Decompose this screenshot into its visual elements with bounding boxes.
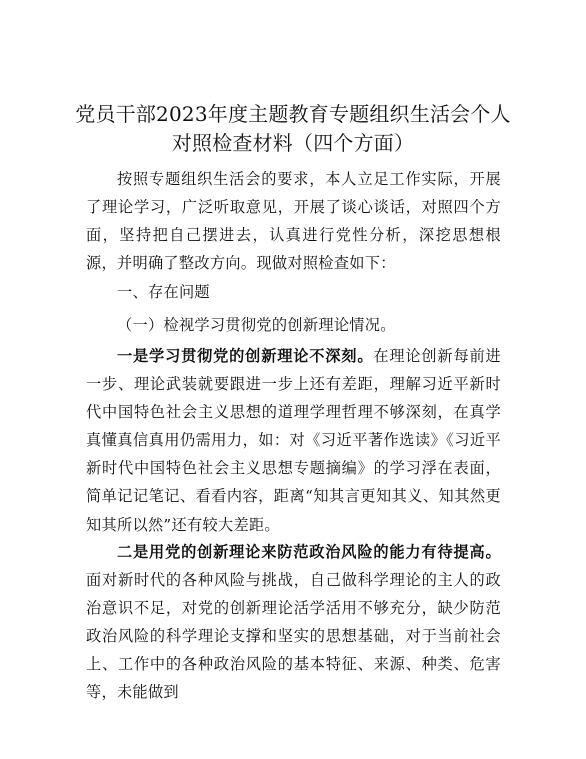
point-one-body: 在理论创新每前进一步、理论武装就要跟进一步上还有差距，理解习近平新时代中国特色社会主义思想的道理学理哲理不够深刻，在真学真懂真信真用仍需用力，如：对《习近平著作选读》《习近平新时代中国特色社会主义思想专题摘编》的学习浮在表面，简单记记笔记、看看内容，距离“知其言更知其义、知其然更知其所以然”还有较大差距。 xyxy=(86,347,501,534)
intro-paragraph: 按照专题组织生活会的要求，本人立足工作实际，开展了理论学习，广泛听取意见，开展了谈心谈话，对照四个方面，坚持把自己摆进去，认真进行党性分析，深挖思想根源，并明确了整改方向。现做对照检查如下： xyxy=(86,170,501,273)
document-title: 党员干部2023年度主题教育专题组织生活会个人对照检查材料（四个方面） xyxy=(75,102,511,155)
point-two-lead: 二是用党的创新理论来防范政治风险的能力有待提高。 xyxy=(117,543,501,561)
point-one-lead: 一是学习贯彻党的创新理论不深刻。 xyxy=(117,347,374,365)
point-one-paragraph xyxy=(86,342,501,539)
subsection-heading: （一）检视学习贯彻党的创新理论情况。 xyxy=(117,316,396,334)
point-two-paragraph xyxy=(86,538,501,707)
section-heading: 一、存在问题 xyxy=(117,283,210,301)
point-two-body: 面对新时代的各种风险与挑战，自己做科学理论的主人的政治意识不足，对党的创新理论活学活用不够充分，缺少防范政治风险的科学理论支撑和坚实的思想基础，对于当前社会上、工作中的各种政治风险的基本特征、来源、种类、危害等，未能做到 xyxy=(86,571,501,702)
